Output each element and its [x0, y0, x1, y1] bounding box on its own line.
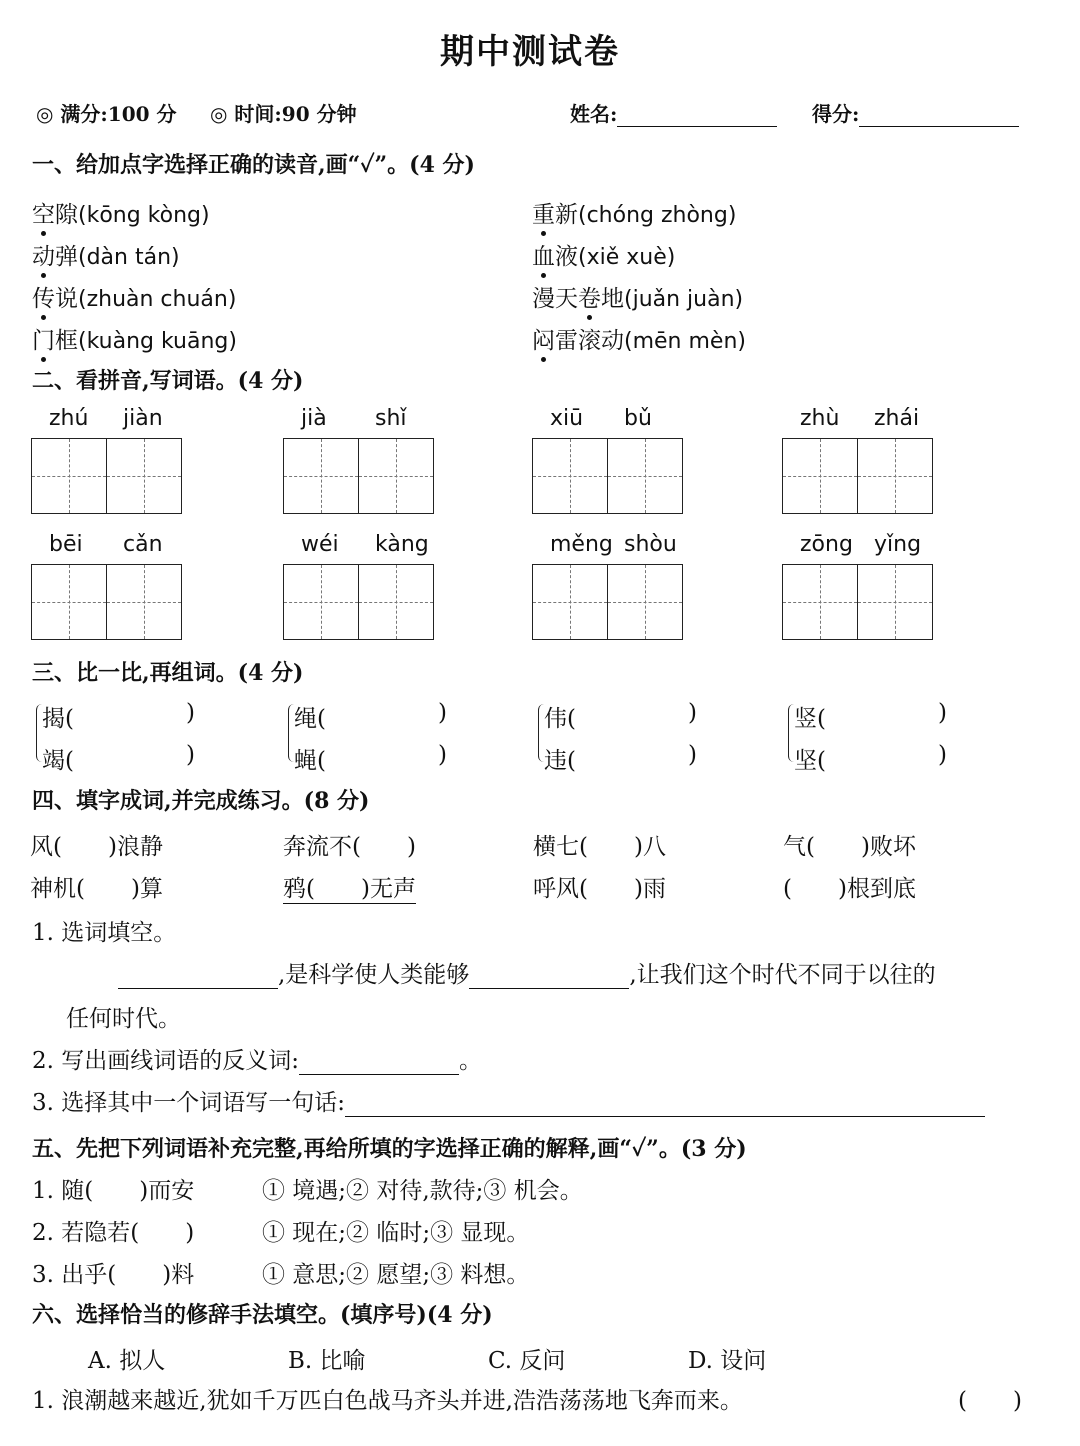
idiom-fill[interactable]: 呼风( )雨 [533, 876, 666, 902]
pinyin-label: zhú [49, 406, 89, 431]
reading-item [532, 322, 746, 355]
pinyin-label: zhù [800, 406, 840, 431]
rhetoric-option: A. 拟人 [88, 1348, 166, 1374]
q3-blank[interactable] [345, 1094, 985, 1117]
idiom-fill[interactable]: 气( )败坏 [783, 834, 916, 860]
writing-cell[interactable] [783, 565, 858, 639]
pinyin-label: měng [550, 532, 613, 557]
writing-grid [31, 438, 182, 514]
pinyin-label: zhái [874, 406, 920, 431]
pinyin-label: bēi [49, 532, 83, 557]
writing-cell[interactable] [359, 565, 433, 639]
q1-blank-1[interactable] [118, 966, 278, 989]
q1-sentence: ,是科学使人类能够 ,让我们这个时代不同于以往的 [118, 956, 936, 989]
word-suffix: 隙 [55, 202, 78, 228]
compare-character: 竭( [42, 748, 74, 774]
pinyin-options[interactable]: (xiě xuè) [578, 245, 676, 270]
reading-item [32, 280, 236, 313]
q1-label: 1. 选词填空。 [32, 920, 177, 946]
exam-time: ◎ 时间:90 分钟 [210, 102, 357, 126]
s6-answer-1[interactable]: ( ) [958, 1388, 1022, 1414]
writing-cell[interactable] [107, 439, 181, 513]
rhetoric-option: D. 设问 [688, 1348, 767, 1374]
idiom-fill[interactable]: 横七( )八 [533, 834, 666, 860]
writing-cell[interactable] [32, 439, 107, 513]
reading-item [32, 238, 180, 271]
q1-blank-2[interactable] [469, 966, 629, 989]
pinyin-label: bǔ [624, 406, 652, 431]
pinyin-options[interactable]: (juǎn juàn) [624, 287, 744, 312]
idiom-fill[interactable]: 鸦( )无声 [283, 870, 416, 904]
word-suffix: 地 [601, 286, 624, 312]
dotted-character: 血 [532, 244, 555, 270]
word-blank-close[interactable]: ) [688, 742, 697, 768]
full-score: ◎ 满分:100 分 [36, 102, 177, 126]
pinyin-options[interactable]: (zhuàn chuán) [78, 287, 237, 312]
reading-item [32, 322, 237, 355]
dotted-character: 传 [32, 286, 55, 312]
word-suffix: 框 [55, 328, 78, 354]
rhetoric-option: B. 比喻 [288, 1348, 366, 1374]
compare-character: 坚( [794, 748, 826, 774]
word-suffix: 雷滚动 [555, 328, 624, 354]
pinyin-label: shòu [624, 532, 677, 557]
section-1-heading: 一、给加点字选择正确的读音,画“✓”。(4 分) [32, 152, 475, 178]
writing-cell[interactable] [359, 439, 433, 513]
page-title: 期中测试卷 [440, 32, 620, 72]
pinyin-options[interactable]: (chóng zhòng) [578, 203, 737, 228]
writing-cell[interactable] [608, 439, 682, 513]
compare-character: 蝇( [294, 748, 326, 774]
idiom-fill[interactable]: 风( )浪静 [30, 834, 163, 860]
word-blank-close[interactable]: ) [186, 742, 195, 768]
pinyin-options[interactable]: (kōng kòng) [78, 203, 210, 228]
section-6-heading: 六、选择恰当的修辞手法填空。(填序号)(4 分) [32, 1302, 493, 1328]
idiom-fill[interactable]: ( )根到底 [783, 876, 916, 902]
section-5-heading: 五、先把下列词语补充完整,再给所填的字选择正确的解释,画“✓”。(3 分) [32, 1136, 747, 1162]
compare-character: 违( [544, 748, 576, 774]
idiom-item[interactable]: 2. 若隐若( ) [32, 1220, 195, 1246]
writing-grid [532, 564, 683, 640]
pinyin-options[interactable]: (kuàng kuāng) [78, 329, 237, 354]
pinyin-label: zōng [800, 532, 853, 557]
dotted-character: 卷 [578, 286, 601, 312]
pinyin-label: cǎn [123, 532, 163, 557]
writing-cell[interactable] [284, 565, 359, 639]
meaning-options[interactable]: ① 现在;② 临时;③ 显现。 [262, 1220, 530, 1246]
dotted-character: 门 [32, 328, 55, 354]
idiom-fill[interactable]: 奔流不( ) [283, 834, 416, 860]
writing-cell[interactable] [533, 439, 608, 513]
writing-cell[interactable] [32, 565, 107, 639]
reading-item [532, 280, 743, 313]
writing-cell[interactable] [858, 565, 932, 639]
rhetoric-option: C. 反问 [488, 1348, 566, 1374]
word-suffix: 说 [55, 286, 78, 312]
score-field[interactable] [859, 104, 1019, 127]
writing-cell[interactable] [107, 565, 181, 639]
writing-cell[interactable] [858, 439, 932, 513]
dotted-character: 闷 [532, 328, 555, 354]
writing-grid [283, 438, 434, 514]
section-3-heading: 三、比一比,再组词。(4 分) [32, 660, 304, 686]
word-blank-close[interactable]: ) [938, 700, 947, 726]
pinyin-label: yǐng [874, 532, 922, 557]
word-suffix: 液 [555, 244, 578, 270]
pinyin-label: jià [301, 406, 327, 431]
pinyin-label: shǐ [375, 406, 407, 431]
name-label: 姓名: [570, 98, 777, 127]
word-blank-close[interactable]: ) [186, 700, 195, 726]
idiom-item[interactable]: 3. 出乎( )料 [32, 1262, 195, 1288]
compare-character: 伟( [544, 706, 576, 732]
q3-line: 3. 选择其中一个词语写一句话: [32, 1084, 985, 1117]
compare-character: 竖( [794, 706, 826, 732]
dotted-character: 重 [532, 202, 555, 228]
word-suffix: 弹 [55, 244, 78, 270]
s6-question-1: 1. 浪潮越来越近,犹如千万匹白色战马齐头并进,浩浩荡荡地飞奔而来。 [32, 1388, 743, 1414]
dotted-character: 空 [32, 202, 55, 228]
word-blank-close[interactable]: ) [938, 742, 947, 768]
q1-sentence-end: 任何时代。 [66, 1006, 181, 1032]
writing-grid [283, 564, 434, 640]
pinyin-options[interactable]: (mēn mèn) [624, 329, 746, 354]
meaning-options[interactable]: ① 意思;② 愿望;③ 料想。 [262, 1262, 530, 1288]
pinyin-label: xiū [550, 406, 584, 431]
writing-cell[interactable] [783, 439, 858, 513]
idiom-item[interactable]: 1. 随( )而安 [32, 1178, 195, 1204]
pinyin-label: wéi [301, 532, 339, 557]
word-blank-close[interactable]: ) [438, 700, 447, 726]
word-suffix: 新 [555, 202, 578, 228]
pinyin-label: jiàn [123, 406, 163, 431]
q2-blank[interactable] [299, 1052, 459, 1075]
writing-cell[interactable] [608, 565, 682, 639]
section-2-heading: 二、看拼音,写词语。(4 分) [32, 368, 304, 394]
idiom-fill[interactable]: 神机( )算 [30, 876, 163, 902]
writing-grid [532, 438, 683, 514]
writing-grid [31, 564, 182, 640]
writing-cell[interactable] [284, 439, 359, 513]
word-blank-close[interactable]: ) [688, 700, 697, 726]
writing-grid [782, 438, 933, 514]
writing-cell[interactable] [533, 565, 608, 639]
word-prefix: 漫天 [532, 286, 578, 312]
name-field[interactable] [617, 104, 777, 127]
word-blank-close[interactable]: ) [438, 742, 447, 768]
dotted-character: 动 [32, 244, 55, 270]
score-label: 得分: [812, 98, 1019, 127]
reading-item [32, 196, 210, 229]
compare-character: 绳( [294, 706, 326, 732]
compare-character: 揭( [42, 706, 74, 732]
q2-line: 2. 写出画线词语的反义词: 。 [32, 1048, 483, 1074]
writing-grid [782, 564, 933, 640]
section-4-heading: 四、填字成词,并完成练习。(8 分) [32, 788, 370, 814]
pinyin-options[interactable]: (dàn tán) [78, 245, 180, 270]
reading-item [532, 238, 675, 271]
reading-item [532, 196, 736, 229]
pinyin-label: kàng [375, 532, 429, 557]
meaning-options[interactable]: ① 境遇;② 对待,款待;③ 机会。 [262, 1178, 583, 1204]
